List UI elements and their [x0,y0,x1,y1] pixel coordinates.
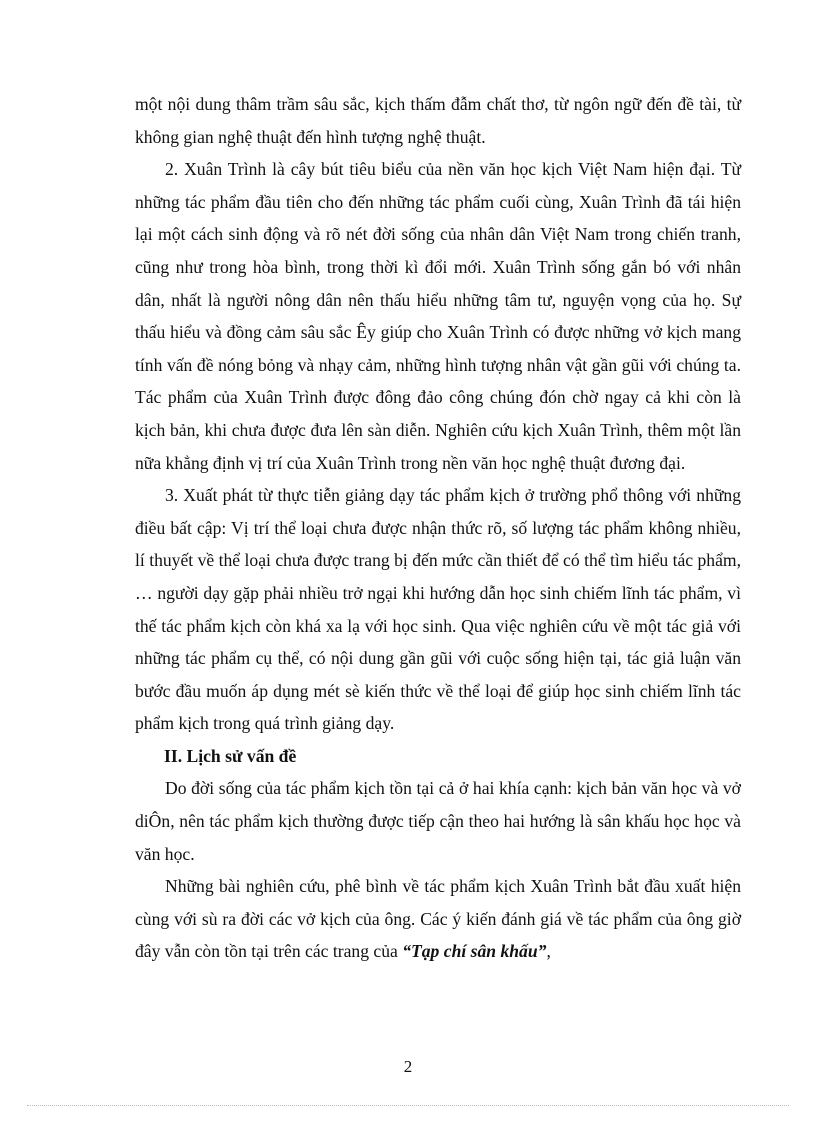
paragraph-3: 3. Xuất phát từ thực tiễn giảng dạy tác phẩm kịch ở trường phổ thông với những điều bất cập: Vị trí thể loại chưa được nhận thức rõ, số lượng tác phẩm không nhiều, lí thuyết về thể loại chưa được trang bị đến mức cần thiết để có thể tìm hiểu tác phẩm, … người dạy gặp phải nhiều trở ngại khi hướng dẫn học sinh chiếm lĩnh tác phẩm, vì thế tác phẩm kịch còn khá xa lạ với học sinh. Qua việc nghiên cứu về một tác giả với những tác phẩm cụ thể, có nội dung gần gũi với cuộc sống hiện tại, tác giả luận văn bước đầu muốn áp dụng mét sè kiến thức về thể loại để giúp học sinh chiếm lĩnh tác phẩm kịch trong quá trình giảng dạy. [135,485,741,734]
paragraph-2: 2. Xuân Trình là cây bút tiêu biểu của nền văn học kịch Việt Nam hiện đại. Từ những tác phẩm đầu tiên cho đến những tác phẩm cuối cùng, Xuân Trình đã tái hiện lại một cách sinh động và rõ nét đời sống của nhân dân Việt Nam trong chiến tranh, cũng như trong hòa bình, trong thời kì đổi mới. Xuân Trình sống gắn bó với nhân dân, nhất là người nông dân nên thấu hiểu những tâm tư, nguyện vọng của họ. Sự thấu hiểu và đồng cảm sâu sắc Êy giúp cho Xuân Trình có được những vở kịch mang tính vấn đề nóng bỏng và nhạy cảm, những hình tượng nhân vật gần gũi với chúng ta. Tác phẩm của Xuân Trình được đông đảo công chúng đón chờ ngay cả khi còn là kịch bản, khi chưa được đưa lên sàn diễn. Nghiên cứu kịch Xuân Trình, thêm một lần nữa khẳng định vị trí của Xuân Trình trong nền văn học nghệ thuật đương đại. [135,159,741,473]
page-bottom-border [27,1105,789,1106]
journal-title: “Tạp chí sân khấu” [402,941,547,962]
paragraph-4: Do đời sống của tác phẩm kịch tồn tại cả ở hai khía cạnh: kịch bản văn học và vở diÔn, nên tác phẩm kịch thường được tiếp cận theo hai hướng là sân khấu học học và văn học. [135,778,741,864]
page-number: 2 [403,1057,413,1076]
paragraph-continued: một nội dung thâm trầm sâu sắc, kịch thấm đẫm chất thơ, từ ngôn ngữ đến đề tài, từ không gian nghệ thuật đến hình tượng nghệ thuật. [135,94,741,147]
paragraph-5-tail: , [546,941,551,962]
paragraph-5 [135,870,741,968]
paragraph-5-text: Những bài nghiên cứu, phê bình về tác phẩm kịch Xuân Trình bắt đầu xuất hiện cùng với sù ra đời các vở kịch của ông. Các ý kiến đánh giá về tác phẩm của ông giờ đây vẫn còn tồn tại trên các trang của [135,876,741,962]
section-heading: II. Lịch sử vấn đề [164,745,297,766]
body-text [135,88,741,968]
